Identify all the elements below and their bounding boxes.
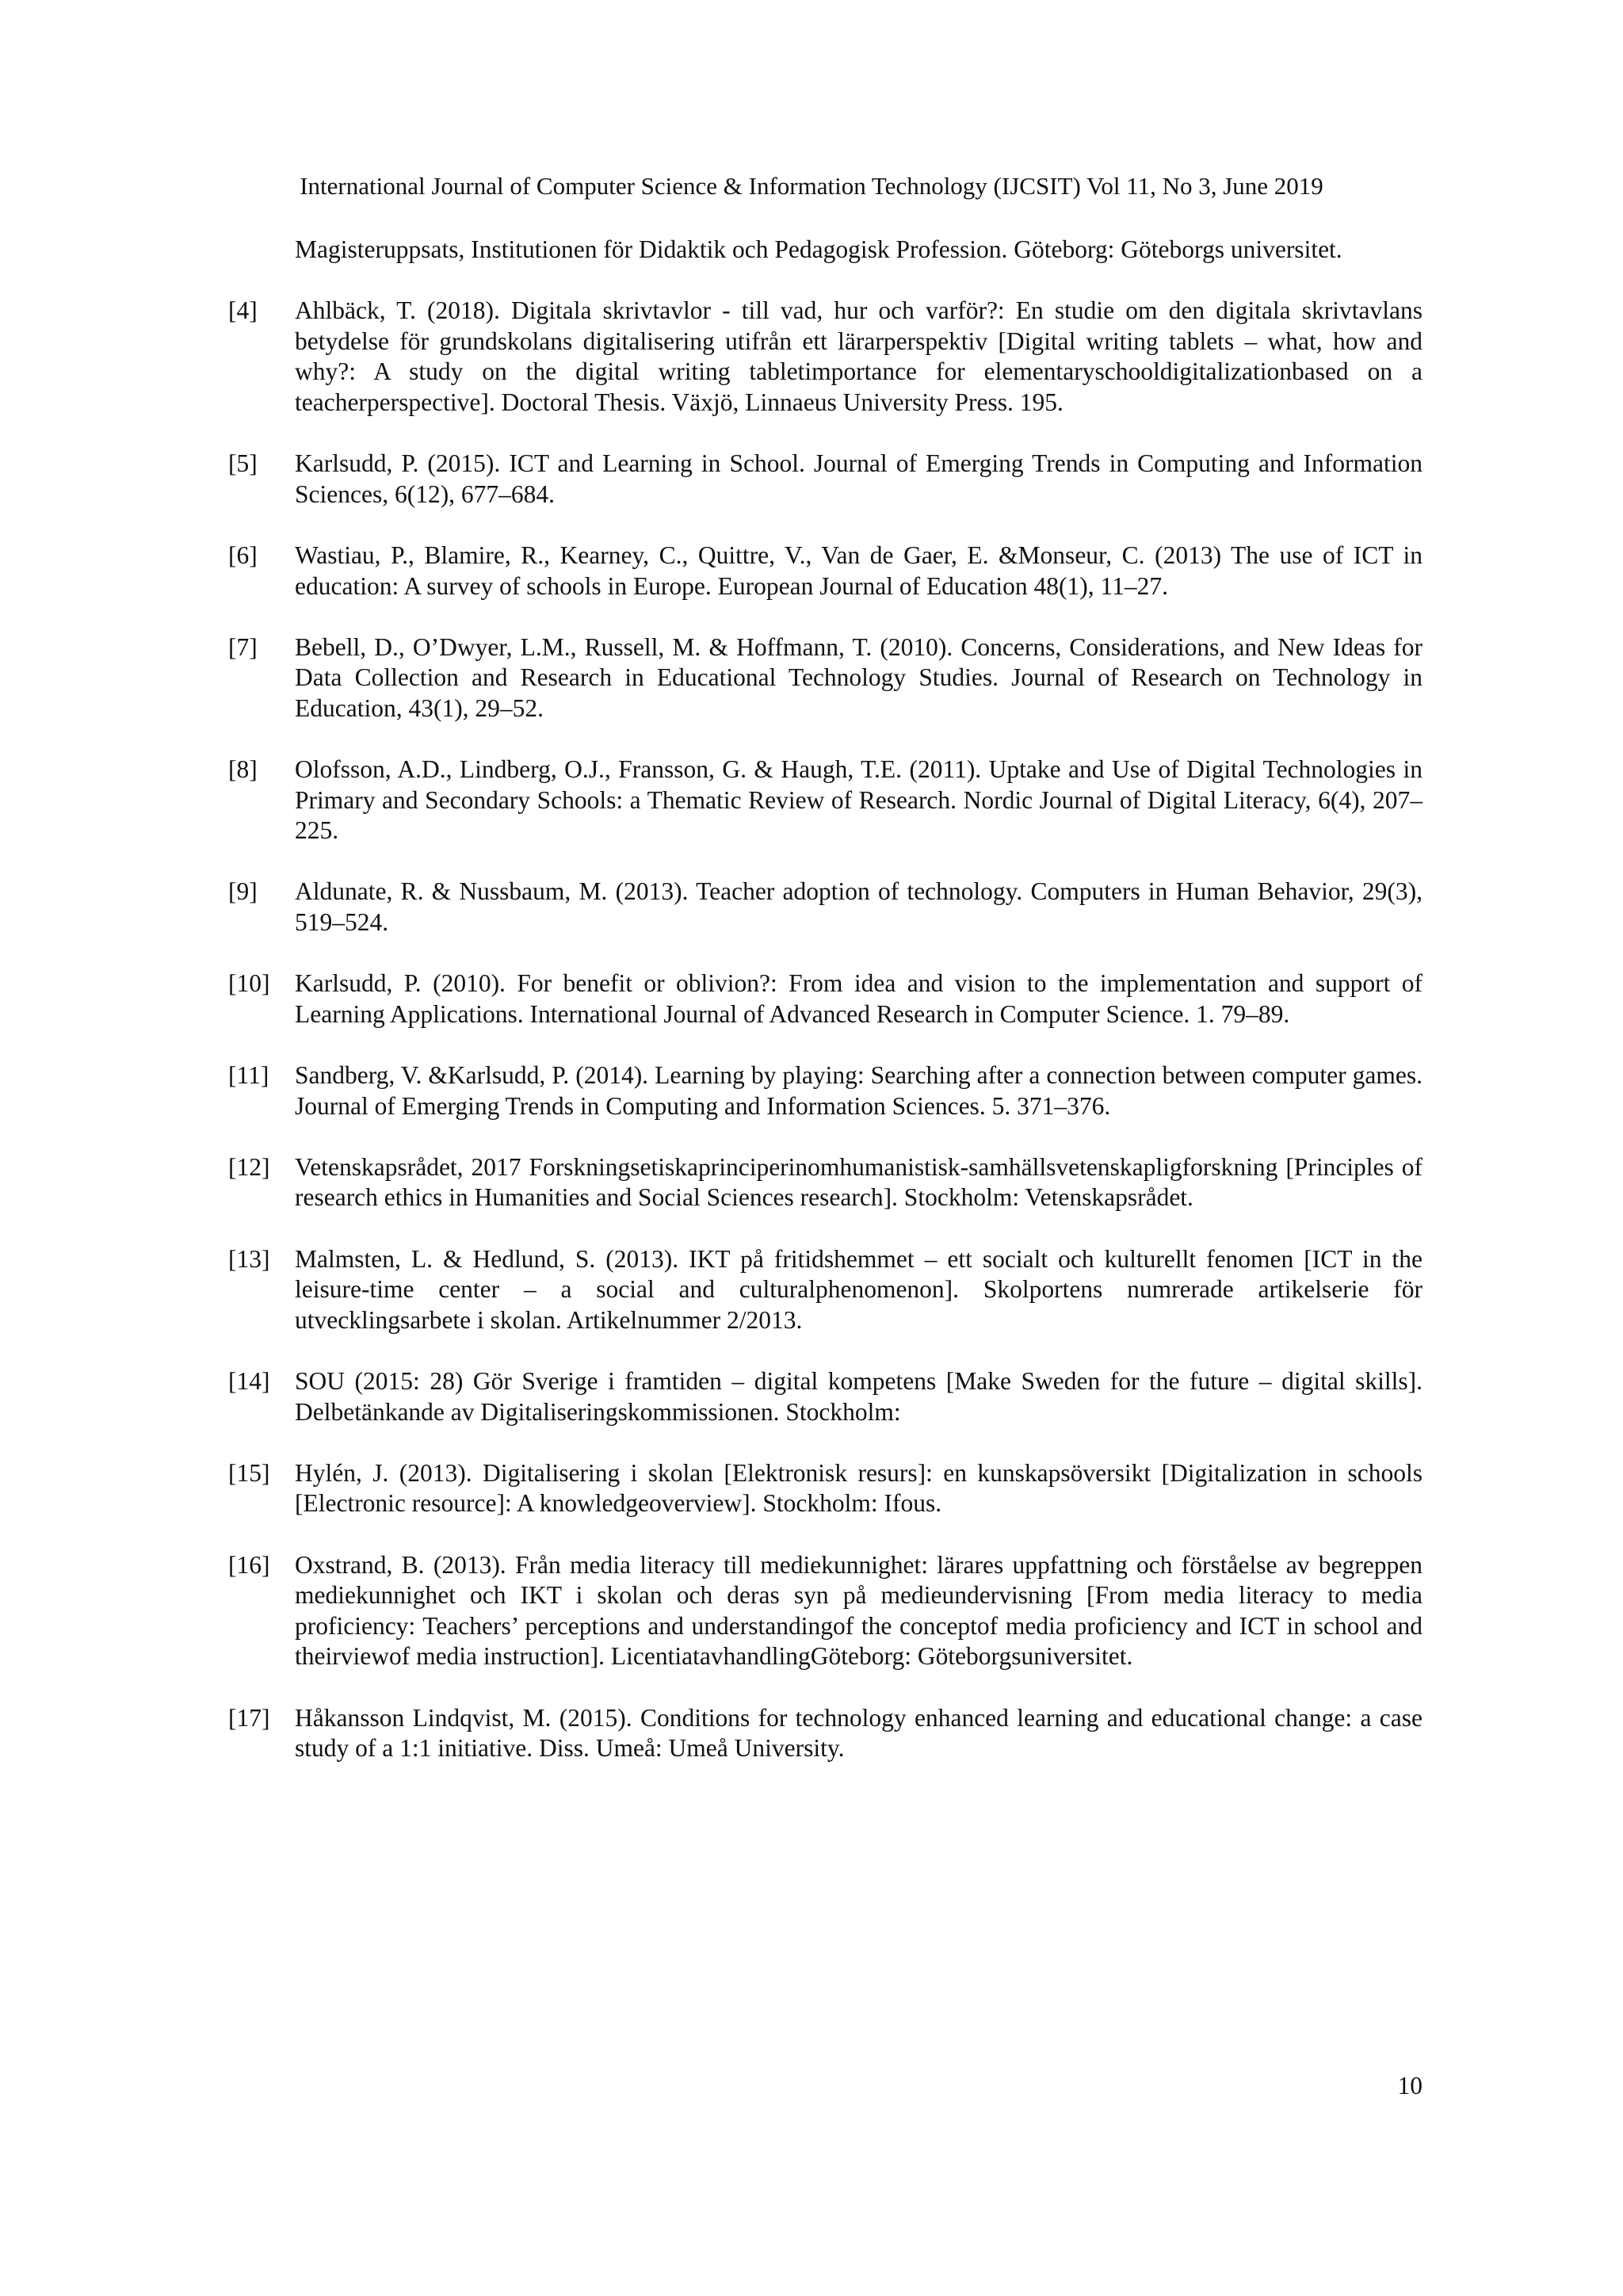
reference-text: Karlsudd, P. (2015). ICT and Learning in School. Journal of Emerging Trends in Computing and Information Sciences, 6(12), 677–684.	[295, 449, 1423, 508]
reference-text: Malmsten, L. & Hedlund, S. (2013). IKT på fritidshemmet – ett socialt och kulturellt fenomen [ICT in the leisure-time center – a social and culturalphenomenon]. Skolportens numrerade artikelserie för utvecklingsarbete i skolan. Artikelnummer 2/2013.	[295, 1244, 1423, 1334]
reference-item-5	[228, 449, 1423, 510]
reference-text: Hylén, J. (2013). Digitalisering i skolan [Elektronisk resurs]: en kunskapsöversikt [Digitalization in schools [Electronic resource]: A knowledgeoverview]. Stockholm: Ifous.	[295, 1458, 1423, 1518]
reference-number: [17]	[228, 1703, 270, 1732]
reference-item-4	[228, 296, 1423, 418]
reference-item-13	[228, 1244, 1423, 1336]
reference-number: [7]	[228, 632, 258, 661]
reference-number: [5]	[228, 449, 258, 478]
reference-number: [9]	[228, 877, 258, 906]
reference-list	[228, 235, 1423, 1764]
reference-text: Aldunate, R. & Nussbaum, M. (2013). Teacher adoption of technology. Computers in Human Behavior, 29(3), 519–524.	[295, 877, 1423, 937]
reference-item-12	[228, 1152, 1423, 1213]
reference-number: [10]	[228, 969, 270, 998]
reference-item-11	[228, 1060, 1423, 1121]
reference-text: Bebell, D., O’Dwyer, L.M., Russell, M. & Hoffmann, T. (2010). Concerns, Considerations, and New Ideas for Data Collection and Research in Educational Technology Studies. Journal of Research on Technology in Education, 43(1), 29–52.	[295, 632, 1423, 722]
reference-text: Wastiau, P., Blamire, R., Kearney, C., Quittre, V., Van de Gaer, E. &Monseur, C. (2013) The use of ICT in education: A survey of schools in Europe. European Journal of Education 48(1), 11–27.	[295, 541, 1423, 600]
reference-text: Oxstrand, B. (2013). Från media literacy till mediekunnighet: lärares uppfattning och förståelse av begreppen mediekunnighet och IKT i skolan och deras syn på medieundervisning [From media literacy to media proficiency: Teachers’ perceptions and understandingof the conceptof media proficiency and ICT in school and theirviewof media instruction]. LicentiatavhandlingGöteborg: Göteborgsuniversitet.	[295, 1550, 1423, 1671]
reference-text: Karlsudd, P. (2010). For benefit or oblivion?: From idea and vision to the implementation and support of Learning Applications. International Journal of Advanced Research in Computer Science. 1. 79–89.	[295, 969, 1423, 1028]
reference-number: [13]	[228, 1244, 270, 1273]
reference-number: [4]	[228, 296, 258, 325]
reference-text: Håkansson Lindqvist, M. (2015). Conditions for technology enhanced learning and educational change: a case study of a 1:1 initiative. Diss. Umeå: Umeå University.	[295, 1703, 1423, 1763]
reference-number: [6]	[228, 541, 258, 569]
running-header: International Journal of Computer Science & Information Technology (IJCSIT) Vol 11, No 3, June 2019	[300, 172, 1323, 200]
reference-text: Sandberg, V. &Karlsudd, P. (2014). Learning by playing: Searching after a connection between computer games. Journal of Emerging Trends in Computing and Information Sciences. 5. 371–376.	[295, 1061, 1423, 1120]
reference-item-8	[228, 755, 1423, 846]
reference-number: [11]	[228, 1061, 269, 1090]
reference-item-6	[228, 541, 1423, 602]
reference-text: SOU (2015: 28) Gör Sverige i framtiden – digital kompetens [Make Sweden for the future – digital skills]. Delbetänkande av Digitaliseringskommissionen. Stockholm:	[295, 1366, 1423, 1426]
reference-item-14	[228, 1366, 1423, 1427]
reference-item-16	[228, 1550, 1423, 1672]
page-number: 10	[1397, 2072, 1423, 2099]
reference-item-9	[228, 877, 1423, 938]
reference-text: Magisteruppsats, Institutionen för Didaktik och Pedagogisk Profession. Göteborg: Göteborgs universitet.	[295, 235, 1342, 263]
reference-item-17	[228, 1703, 1423, 1764]
reference-item-10	[228, 968, 1423, 1030]
reference-item-7	[228, 632, 1423, 724]
reference-number: [8]	[228, 755, 258, 784]
reference-text: Olofsson, A.D., Lindberg, O.J., Fransson, G. & Haugh, T.E. (2011). Uptake and Use of Digital Technologies in Primary and Secondary Schools: a Thematic Review of Research. Nordic Journal of Digital Literacy, 6(4), 207–225.	[295, 755, 1423, 845]
reference-item-15	[228, 1458, 1423, 1519]
reference-text: Ahlbäck, T. (2018). Digitala skrivtavlor - till vad, hur och varför?: En studie om den digitala skrivtavlans betydelse för grundskolans digitalisering utifrån ett lärarperspektiv [Digital writing tablets – what, how and why?: A study on the digital writing tabletimportance for elementaryschooldigitalizationbased on a teacherperspective]. Doctoral Thesis. Växjö, Linnaeus University Press. 195.	[295, 296, 1423, 416]
reference-text: Vetenskapsrådet, 2017 Forskningsetiskaprinciperinomhumanistisk-samhällsvetenskapligforskning [Principles of research ethics in Humanities and Social Sciences research]. Stockholm: Vetenskapsrådet.	[295, 1152, 1423, 1212]
reference-number: [16]	[228, 1550, 270, 1579]
reference-number: [15]	[228, 1458, 270, 1487]
reference-number: [14]	[228, 1366, 270, 1395]
reference-item-continuation	[228, 235, 1423, 266]
reference-number: [12]	[228, 1152, 270, 1181]
